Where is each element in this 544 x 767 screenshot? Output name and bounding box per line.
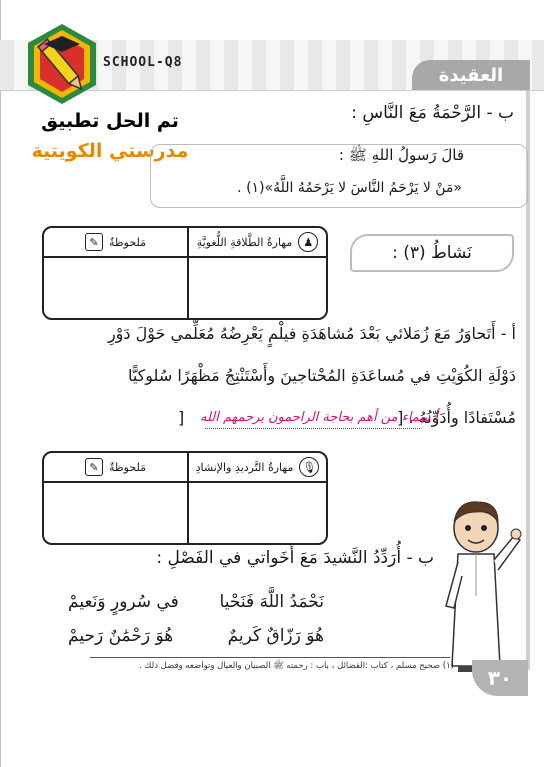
hadith-intro: قالَ رَسولُ اللهِ ﷺ : [338, 146, 464, 164]
section-title: ب - الرَّحْمَةُ مَعَ النَّاسِ : [351, 103, 514, 123]
subject-tab: العقيدة [412, 60, 530, 90]
note-header [44, 453, 187, 481]
boy-illustration [436, 496, 524, 674]
activity-label: نَشاطُ (٣) : [350, 234, 514, 272]
promo-line-1: تم الحل تطبيق [41, 110, 179, 132]
page-number: ٣٠ [472, 660, 528, 696]
school-logo [24, 22, 100, 106]
note-cell [44, 483, 187, 543]
hadith-text: «مَنْ لا يَرْحَمُ النَّاسَ لا يَرْحَمُهُ اللَّهُ»(١) . [237, 180, 462, 196]
skill-label: مهارةُ التَّرديدِ والإنشادِ [195, 460, 294, 474]
footnote: (١) صحيح مسلم ، كتاب :الفضائل ، باب : رحمته ﷺ الصبيان والعيال وتواضعه وفضل ذلك . [139, 661, 454, 671]
answer-dotted-line [205, 428, 420, 429]
note-header [44, 228, 187, 256]
task-a-line-3-start: مُسْتَفادًا وأُدَوِّنُهُ . [ [397, 408, 516, 427]
microphone-icon: 🎙 [299, 457, 319, 477]
note-label: مَلحوظةٌ [109, 460, 146, 474]
skill-cell [187, 258, 326, 318]
skill-label: مهارةُ الطَّلاقةِ اللُّغويَّةِ [196, 235, 293, 249]
task-b-label: ب - أُرَدِّدُ النَّشيدَ مَعَ أَخَواتي في الفَصْلِ : [156, 548, 434, 568]
poem-line-2-left: هُوَ رَحْمَٰنٌ رَحيمْ [68, 626, 174, 646]
task-a-line-3-end: ] [178, 408, 185, 427]
note-cell [44, 258, 187, 318]
pencil-note-icon: ✎ [85, 458, 103, 476]
poem-line-2-right: هُوَ رَزّاقٌ كَريمٌ [227, 626, 324, 646]
task-a-line-2: دَوْلَةِ الكُوَيْتِ في مُساعَدَةِ المُحْتاجينَ وأَسْتَنْتِجُ مَظْهَرًا سُلوكيًّا [127, 366, 516, 385]
note-label: مَلحوظةٌ [109, 235, 146, 249]
pencil-note-icon: ✎ [85, 233, 103, 251]
page-edge [0, 0, 1, 767]
skill-table-chanting [42, 451, 328, 545]
task-a-line-1: أ - أَتَحاوَرُ مَعَ زُمَلائي بَعْدَ مُشاهَدَةِ فيلْمٍ يَعْرِضُهُ مُعَلِّمي حَوْلَ دَوْرِ [107, 324, 516, 343]
skill-header [187, 453, 326, 481]
skill-cell [187, 483, 326, 543]
skill-header [187, 228, 326, 256]
poem-line-1-left: في سُرورٍ وَنَعيمْ [68, 592, 179, 612]
skill-table-fluency [42, 226, 328, 320]
promo-line-2: مدرستي الكويتية [31, 140, 189, 162]
footnote-divider [90, 657, 450, 658]
poem-line-1-right: نَحْمَدُ اللَّهَ فَنَحْيا [219, 592, 324, 612]
handwritten-answer: أ سماء من أهم بحاجة الراحمون يرحمهم الله [200, 410, 438, 425]
brand-name: SCHOOL-Q8 [103, 55, 183, 70]
speaker-podium-icon: ♟ [298, 232, 318, 252]
